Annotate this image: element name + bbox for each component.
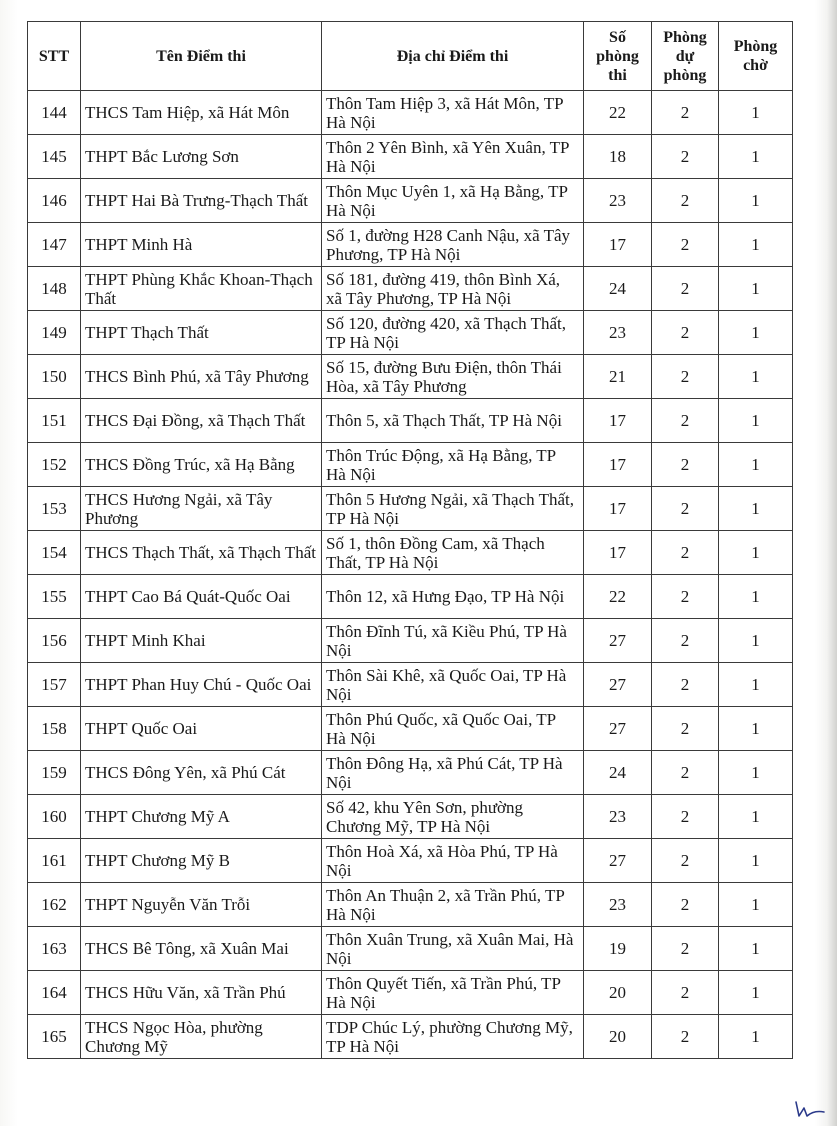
cell-venue-address: TDP Chúc Lý, phường Chương Mỹ, TP Hà Nội — [322, 1015, 584, 1059]
table-row — [28, 971, 793, 1015]
cell-exam-rooms: 21 — [584, 355, 652, 399]
cell-stt: 157 — [28, 663, 81, 707]
header-stt: STT — [28, 22, 81, 91]
cell-venue-name: THPT Phùng Khắc Khoan-Thạch Thất — [81, 267, 322, 311]
cell-venue-address: Thôn Sài Khê, xã Quốc Oai, TP Hà Nội — [322, 663, 584, 707]
cell-waiting-rooms: 1 — [719, 179, 793, 223]
cell-waiting-rooms: 1 — [719, 663, 793, 707]
cell-venue-name: THCS Đông Yên, xã Phú Cát — [81, 751, 322, 795]
cell-waiting-rooms: 1 — [719, 267, 793, 311]
cell-stt: 144 — [28, 91, 81, 135]
cell-exam-rooms: 22 — [584, 91, 652, 135]
cell-reserve-rooms: 2 — [652, 443, 719, 487]
cell-stt: 161 — [28, 839, 81, 883]
cell-stt: 158 — [28, 707, 81, 751]
table-row — [28, 487, 793, 531]
cell-reserve-rooms: 2 — [652, 311, 719, 355]
table-row — [28, 575, 793, 619]
table-row — [28, 223, 793, 267]
cell-venue-name: THPT Phan Huy Chú - Quốc Oai — [81, 663, 322, 707]
cell-stt: 146 — [28, 179, 81, 223]
cell-exam-rooms: 20 — [584, 1015, 652, 1059]
cell-waiting-rooms: 1 — [719, 487, 793, 531]
page-edge-shadow — [827, 0, 837, 1126]
cell-reserve-rooms: 2 — [652, 663, 719, 707]
cell-exam-rooms: 17 — [584, 487, 652, 531]
cell-venue-name: THCS Hữu Văn, xã Trần Phú — [81, 971, 322, 1015]
cell-exam-rooms: 18 — [584, 135, 652, 179]
cell-reserve-rooms: 2 — [652, 355, 719, 399]
table-row — [28, 267, 793, 311]
header-row — [28, 22, 793, 91]
cell-waiting-rooms: 1 — [719, 443, 793, 487]
cell-exam-rooms: 27 — [584, 707, 652, 751]
table-row — [28, 663, 793, 707]
cell-waiting-rooms: 1 — [719, 795, 793, 839]
cell-stt: 152 — [28, 443, 81, 487]
cell-waiting-rooms: 1 — [719, 839, 793, 883]
cell-venue-address: Thôn Tam Hiệp 3, xã Hát Môn, TP Hà Nội — [322, 91, 584, 135]
cell-waiting-rooms: 1 — [719, 927, 793, 971]
cell-exam-rooms: 24 — [584, 267, 652, 311]
cell-venue-name: THCS Tam Hiệp, xã Hát Môn — [81, 91, 322, 135]
header-venue-name: Tên Điểm thi — [81, 22, 322, 91]
table-header — [28, 22, 793, 91]
cell-waiting-rooms: 1 — [719, 707, 793, 751]
cell-venue-address: Thôn 2 Yên Bình, xã Yên Xuân, TP Hà Nội — [322, 135, 584, 179]
cell-reserve-rooms: 2 — [652, 1015, 719, 1059]
table-row — [28, 135, 793, 179]
table-row — [28, 179, 793, 223]
cell-stt: 163 — [28, 927, 81, 971]
cell-venue-address: Thôn Đông Hạ, xã Phú Cát, TP Hà Nội — [322, 751, 584, 795]
cell-stt: 159 — [28, 751, 81, 795]
exam-venue-table — [27, 21, 793, 1059]
cell-stt: 153 — [28, 487, 81, 531]
header-exam-rooms: Số phòng thi — [584, 22, 652, 91]
cell-venue-address: Số 15, đường Bưu Điện, thôn Thái Hòa, xã Tây Phương — [322, 355, 584, 399]
table-row — [28, 91, 793, 135]
cell-stt: 147 — [28, 223, 81, 267]
cell-reserve-rooms: 2 — [652, 971, 719, 1015]
cell-venue-name: THPT Minh Hà — [81, 223, 322, 267]
cell-exam-rooms: 17 — [584, 399, 652, 443]
cell-venue-address: Số 1, thôn Đồng Cam, xã Thạch Thất, TP Hà Nội — [322, 531, 584, 575]
cell-waiting-rooms: 1 — [719, 575, 793, 619]
cell-stt: 156 — [28, 619, 81, 663]
cell-venue-address: Thôn Trúc Động, xã Hạ Bằng, TP Hà Nội — [322, 443, 584, 487]
table-row — [28, 707, 793, 751]
cell-stt: 164 — [28, 971, 81, 1015]
cell-stt: 149 — [28, 311, 81, 355]
cell-venue-name: THCS Hương Ngải, xã Tây Phương — [81, 487, 322, 531]
cell-reserve-rooms: 2 — [652, 883, 719, 927]
cell-venue-name: THPT Chương Mỹ B — [81, 839, 322, 883]
cell-venue-name: THCS Bê Tông, xã Xuân Mai — [81, 927, 322, 971]
table-row — [28, 399, 793, 443]
cell-venue-name: THPT Hai Bà Trưng-Thạch Thất — [81, 179, 322, 223]
table-row — [28, 927, 793, 971]
cell-waiting-rooms: 1 — [719, 883, 793, 927]
cell-venue-name: THCS Đại Đồng, xã Thạch Thất — [81, 399, 322, 443]
cell-waiting-rooms: 1 — [719, 135, 793, 179]
cell-reserve-rooms: 2 — [652, 487, 719, 531]
cell-stt: 151 — [28, 399, 81, 443]
cell-exam-rooms: 23 — [584, 179, 652, 223]
cell-waiting-rooms: 1 — [719, 619, 793, 663]
cell-venue-address: Thôn Phú Quốc, xã Quốc Oai, TP Hà Nội — [322, 707, 584, 751]
cell-reserve-rooms: 2 — [652, 751, 719, 795]
cell-venue-address: Thôn Quyết Tiến, xã Trần Phú, TP Hà Nội — [322, 971, 584, 1015]
cell-reserve-rooms: 2 — [652, 179, 719, 223]
cell-waiting-rooms: 1 — [719, 971, 793, 1015]
cell-venue-address: Số 181, đường 419, thôn Bình Xá, xã Tây Phương, TP Hà Nội — [322, 267, 584, 311]
cell-reserve-rooms: 2 — [652, 575, 719, 619]
cell-waiting-rooms: 1 — [719, 311, 793, 355]
cell-venue-name: THCS Ngọc Hòa, phường Chương Mỹ — [81, 1015, 322, 1059]
cell-reserve-rooms: 2 — [652, 267, 719, 311]
table-row — [28, 1015, 793, 1059]
cell-reserve-rooms: 2 — [652, 223, 719, 267]
cell-exam-rooms: 20 — [584, 971, 652, 1015]
cell-venue-name: THPT Thạch Thất — [81, 311, 322, 355]
cell-venue-name: THPT Chương Mỹ A — [81, 795, 322, 839]
table-row — [28, 883, 793, 927]
table-row — [28, 355, 793, 399]
cell-exam-rooms: 23 — [584, 311, 652, 355]
cell-venue-address: Số 42, khu Yên Sơn, phường Chương Mỹ, TP Hà Nội — [322, 795, 584, 839]
cell-reserve-rooms: 2 — [652, 839, 719, 883]
cell-waiting-rooms: 1 — [719, 751, 793, 795]
cell-reserve-rooms: 2 — [652, 619, 719, 663]
cell-waiting-rooms: 1 — [719, 399, 793, 443]
cell-waiting-rooms: 1 — [719, 531, 793, 575]
cell-venue-name: THPT Minh Khai — [81, 619, 322, 663]
table-row — [28, 751, 793, 795]
cell-stt: 162 — [28, 883, 81, 927]
cell-reserve-rooms: 2 — [652, 707, 719, 751]
cell-stt: 154 — [28, 531, 81, 575]
cell-venue-name: THPT Quốc Oai — [81, 707, 322, 751]
handwritten-initial-icon — [790, 1098, 830, 1122]
cell-waiting-rooms: 1 — [719, 223, 793, 267]
cell-venue-address: Thôn Hoà Xá, xã Hòa Phú, TP Hà Nội — [322, 839, 584, 883]
table-row — [28, 619, 793, 663]
cell-exam-rooms: 23 — [584, 883, 652, 927]
cell-venue-name: THCS Đồng Trúc, xã Hạ Bằng — [81, 443, 322, 487]
cell-stt: 155 — [28, 575, 81, 619]
cell-exam-rooms: 27 — [584, 619, 652, 663]
table-row — [28, 795, 793, 839]
cell-exam-rooms: 27 — [584, 663, 652, 707]
cell-venue-address: Số 120, đường 420, xã Thạch Thất, TP Hà Nội — [322, 311, 584, 355]
cell-exam-rooms: 19 — [584, 927, 652, 971]
cell-exam-rooms: 22 — [584, 575, 652, 619]
header-waiting-rooms: Phòng chờ — [719, 22, 793, 91]
cell-exam-rooms: 17 — [584, 443, 652, 487]
cell-venue-name: THCS Thạch Thất, xã Thạch Thất — [81, 531, 322, 575]
cell-reserve-rooms: 2 — [652, 531, 719, 575]
table-row — [28, 443, 793, 487]
cell-stt: 145 — [28, 135, 81, 179]
table-row — [28, 839, 793, 883]
cell-venue-address: Số 1, đường H28 Canh Nậu, xã Tây Phương, TP Hà Nội — [322, 223, 584, 267]
cell-stt: 148 — [28, 267, 81, 311]
table-body — [28, 91, 793, 1059]
cell-reserve-rooms: 2 — [652, 927, 719, 971]
cell-venue-address: Thôn Xuân Trung, xã Xuân Mai, Hà Nội — [322, 927, 584, 971]
table-row — [28, 311, 793, 355]
cell-waiting-rooms: 1 — [719, 1015, 793, 1059]
cell-reserve-rooms: 2 — [652, 135, 719, 179]
cell-exam-rooms: 27 — [584, 839, 652, 883]
header-venue-address: Địa chỉ Điểm thi — [322, 22, 584, 91]
cell-stt: 150 — [28, 355, 81, 399]
cell-venue-name: THCS Bình Phú, xã Tây Phương — [81, 355, 322, 399]
cell-venue-name: THPT Bắc Lương Sơn — [81, 135, 322, 179]
cell-venue-address: Thôn 5, xã Thạch Thất, TP Hà Nội — [322, 399, 584, 443]
cell-venue-address: Thôn Mục Uyên 1, xã Hạ Bằng, TP Hà Nội — [322, 179, 584, 223]
cell-venue-address: Thôn An Thuận 2, xã Trần Phú, TP Hà Nội — [322, 883, 584, 927]
cell-stt: 165 — [28, 1015, 81, 1059]
cell-exam-rooms: 17 — [584, 223, 652, 267]
cell-venue-address: Thôn 12, xã Hưng Đạo, TP Hà Nội — [322, 575, 584, 619]
cell-exam-rooms: 17 — [584, 531, 652, 575]
cell-venue-address: Thôn Đĩnh Tú, xã Kiều Phú, TP Hà Nội — [322, 619, 584, 663]
cell-waiting-rooms: 1 — [719, 355, 793, 399]
header-reserve-rooms: Phòng dự phòng — [652, 22, 719, 91]
cell-reserve-rooms: 2 — [652, 399, 719, 443]
cell-waiting-rooms: 1 — [719, 91, 793, 135]
cell-reserve-rooms: 2 — [652, 91, 719, 135]
cell-venue-address: Thôn 5 Hương Ngải, xã Thạch Thất, TP Hà Nội — [322, 487, 584, 531]
cell-venue-name: THPT Nguyễn Văn Trỗi — [81, 883, 322, 927]
cell-exam-rooms: 23 — [584, 795, 652, 839]
table-row — [28, 531, 793, 575]
cell-stt: 160 — [28, 795, 81, 839]
cell-venue-name: THPT Cao Bá Quát-Quốc Oai — [81, 575, 322, 619]
cell-reserve-rooms: 2 — [652, 795, 719, 839]
cell-exam-rooms: 24 — [584, 751, 652, 795]
